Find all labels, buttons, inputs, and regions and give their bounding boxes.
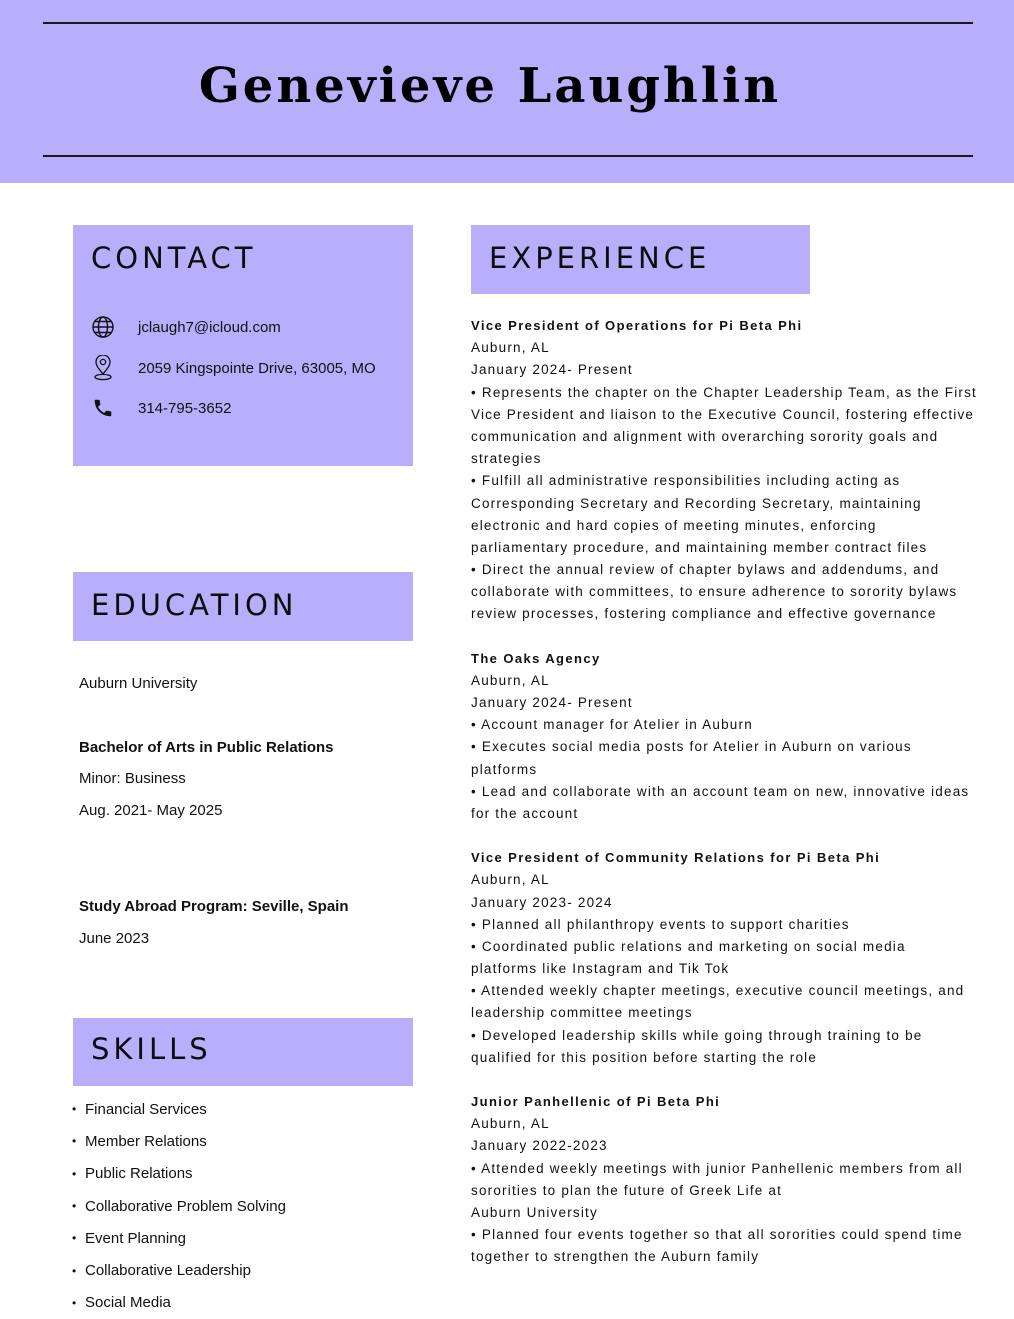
education-degree: Bachelor of Arts in Public Relations — [79, 739, 334, 756]
skill-item: • Financial Services — [72, 1100, 207, 1118]
job-detail-line: • Planned four events together so that all sororities could spend time — [471, 1227, 963, 1243]
contact-address-row — [90, 355, 376, 381]
contact-email[interactable]: jclaugh7@icloud.com — [138, 318, 281, 336]
job-detail-line: • Planned all philanthropy events to support charities — [471, 916, 850, 932]
skill-item: • Event Planning — [72, 1229, 186, 1247]
contact-phone[interactable]: 314-795-3652 — [138, 399, 232, 417]
job-detail-line: platforms like Instagram and Tik Tok — [471, 961, 730, 977]
job-detail-line: for the account — [471, 805, 579, 821]
job-detail-line: qualified for this position before starting the role — [471, 1049, 818, 1065]
job-detail-line: • Direct the annual review of chapter bylaws and addendums, and — [471, 562, 940, 578]
job-entry — [471, 1091, 1001, 1269]
job-detail-line: Corresponding Secretary and Recording Secretary, maintaining — [471, 495, 922, 511]
job-detail-line: communication and alignment with overarching sorority goals and — [471, 428, 939, 444]
job-detail-line: • Executes social media posts for Atelier in Auburn on various — [471, 739, 912, 755]
location-pin-icon — [90, 355, 116, 381]
job-location: Auburn, AL — [471, 872, 550, 888]
education-dates: Aug. 2021- May 2025 — [79, 802, 223, 819]
job-detail-line: • Attended weekly meetings with junior Panhellenic members from all — [471, 1160, 963, 1176]
job-title: Vice President of Operations for Pi Beta Phi — [471, 318, 803, 333]
job-location: Auburn, AL — [471, 1116, 550, 1132]
job-detail-line: • Coordinated public relations and marketing on social media — [471, 938, 906, 954]
skills-list — [72, 1093, 286, 1319]
skill-item: • Collaborative Leadership — [72, 1262, 251, 1280]
contact-phone-row — [90, 395, 232, 421]
contact-address: 2059 Kingspointe Drive, 63005, MO — [138, 359, 376, 377]
job-detail-line: Auburn University — [471, 1204, 598, 1220]
experience-section — [471, 225, 810, 294]
education-abroad-date: June 2023 — [79, 930, 150, 947]
job-detail-line: • Represents the chapter on the Chapter Leadership Team, as the First — [471, 384, 978, 400]
job-entry — [471, 847, 1001, 1069]
job-entry — [471, 648, 1001, 826]
education-section — [73, 572, 413, 641]
job-detail-line: • Lead and collaborate with an account team on new, innovative ideas — [471, 783, 970, 799]
job-detail-line: parliamentary procedure, and maintaining member contract files — [471, 539, 928, 555]
job-title: Vice President of Community Relations for Pi Beta Phi — [471, 850, 881, 866]
job-detail-line: strategies — [471, 451, 542, 467]
job-detail-line: review processes, fostering compliance and effective governance — [471, 606, 937, 622]
job-entry — [471, 315, 1001, 626]
contact-email-row — [90, 314, 281, 340]
job-dates: January 2024- Present — [471, 362, 633, 378]
education-minor: Minor: Business — [79, 770, 186, 787]
experience-heading: EXPERIENCE — [489, 241, 711, 275]
education-abroad: Study Abroad Program: Seville, Spain — [79, 898, 349, 915]
phone-icon — [90, 395, 116, 421]
education-school: Auburn University — [79, 675, 198, 692]
contact-section — [73, 225, 413, 466]
job-detail-line: sororities to plan the future of Greek Life at — [471, 1182, 783, 1198]
skill-item: • Collaborative Problem Solving — [72, 1197, 286, 1215]
job-detail-line: Vice President and liaison to the Executive Council, fostering effective — [471, 406, 975, 422]
job-detail-line: electronic and hard copies of meeting minutes, enforcing — [471, 517, 877, 533]
skill-item: • Social Media — [72, 1294, 171, 1312]
job-detail-line: • Attended weekly chapter meetings, executive council meetings, and — [471, 983, 965, 999]
job-title: The Oaks Agency — [471, 650, 601, 666]
education-heading: EDUCATION — [91, 588, 298, 622]
job-title: Junior Panhellenic of Pi Beta Phi — [471, 1094, 721, 1109]
job-detail-line: • Developed leadership skills while going through training to be — [471, 1027, 923, 1043]
job-detail-line: leadership committee meetings — [471, 1005, 693, 1021]
contact-heading: CONTACT — [91, 241, 257, 275]
experience-list — [471, 315, 1001, 1291]
job-detail-line: • Account manager for Atelier in Auburn — [471, 717, 753, 733]
job-detail-line: • Fulfill all administrative responsibilities including acting as — [471, 473, 901, 489]
header-bottom-rule — [43, 155, 973, 157]
job-dates: January 2024- Present — [471, 695, 633, 710]
skills-section — [73, 1018, 413, 1086]
header-banner — [0, 0, 1014, 183]
skill-item: • Member Relations — [72, 1132, 207, 1150]
job-detail-line: platforms — [471, 761, 538, 777]
globe-icon — [90, 314, 116, 340]
job-detail-line: collaborate with committees, to ensure adherence to sorority bylaws — [471, 584, 958, 600]
skill-item: • Public Relations — [72, 1165, 193, 1183]
skills-heading: SKILLS — [91, 1032, 212, 1066]
job-location: Auburn, AL — [471, 340, 550, 356]
job-dates: January 2022-2023 — [471, 1138, 608, 1154]
person-name: Genevieve Laughlin — [198, 58, 782, 114]
job-location: Auburn, AL — [471, 672, 550, 688]
header-top-rule — [43, 22, 973, 24]
job-dates: January 2023- 2024 — [471, 894, 613, 910]
job-detail-line: together to strengthen the Auburn family — [471, 1249, 760, 1265]
